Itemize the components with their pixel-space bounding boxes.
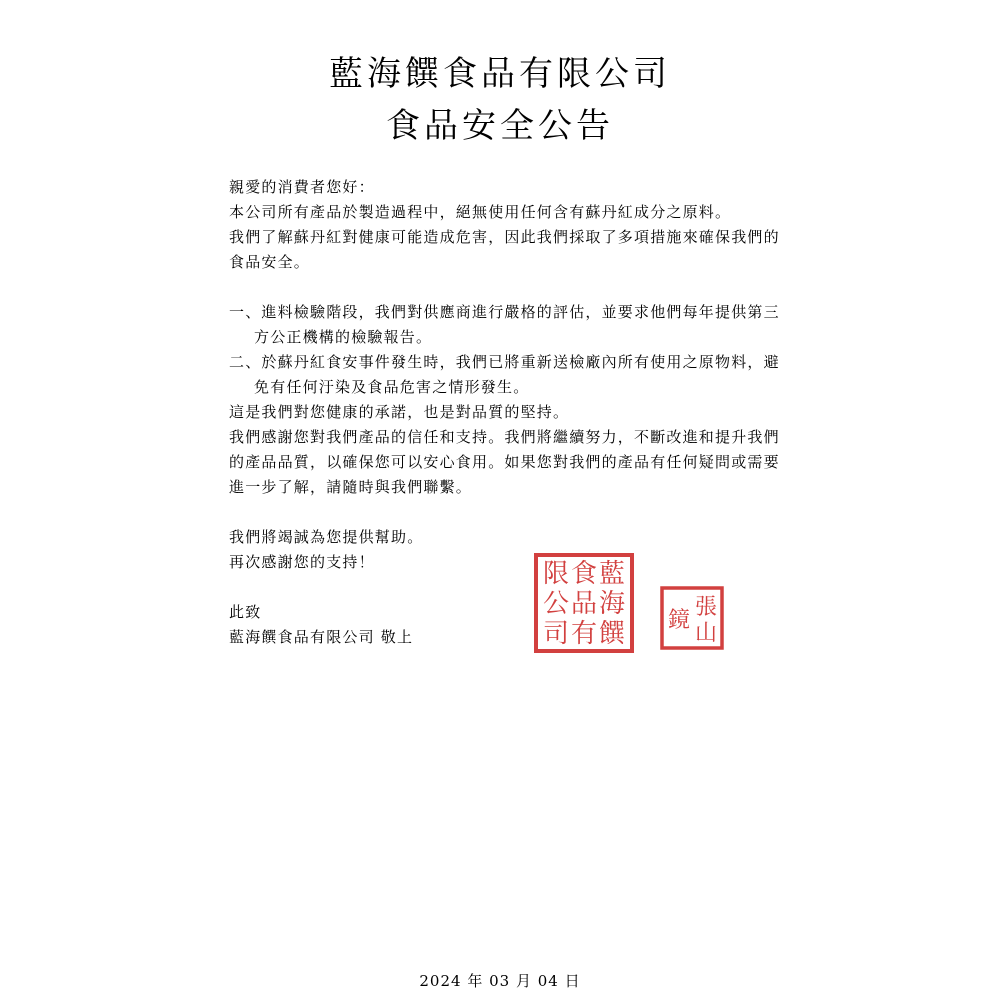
company-seal-char: 司	[542, 619, 570, 649]
paragraph-4-line-2: 的產品品質，以確保您可以安心食用。如果您對我們的產品有任何疑問或需要	[229, 453, 780, 471]
paragraph-1-line-1: 本公司所有產品於製造過程中，絕無使用任何含有蘇丹紅成分之原料。	[229, 203, 732, 221]
company-title: 藍海饌食品有限公司	[329, 54, 671, 94]
company-seal-char: 限	[542, 559, 570, 589]
notice-title: 食品安全公告	[386, 106, 614, 146]
item-2-line-1: 二、於蘇丹紅食安事件發生時，我們已將重新送檢廠內所有使用之原物料，避	[229, 353, 780, 371]
signature: 藍海饌食品有限公司 敬上	[229, 628, 414, 646]
paragraph-4-line-3: 進一步了解，請隨時與我們聯繫。	[229, 478, 473, 496]
item-2-line-2: 免有任何汙染及食品危害之情形發生。	[254, 378, 530, 396]
paragraph-3-line-1: 這是我們對您健康的承諾，也是對品質的堅持。	[229, 403, 570, 421]
company-seal-char: 藍	[598, 559, 626, 589]
blank-line	[229, 275, 809, 300]
company-seal-stamp	[533, 552, 635, 654]
company-seal-char: 品	[570, 589, 598, 619]
personal-seal-stamp	[659, 585, 725, 651]
document-date: 2024 年 03 月 04 日	[419, 972, 581, 990]
item-1-line-1: 一、進料檢驗階段，我們對供應商進行嚴格的評估，並要求他們每年提供第三	[229, 303, 780, 321]
personal-seal-char: 山	[694, 621, 718, 646]
company-seal-char: 有	[570, 619, 598, 649]
greeting: 親愛的消費者您好：	[229, 178, 375, 196]
personal-seal-char: 鏡	[667, 608, 691, 633]
personal-seal-char: 張	[694, 595, 718, 620]
paragraph-2-line-1: 我們了解蘇丹紅對健康可能造成危害，因此我們採取了多項措施來確保我們的	[229, 228, 780, 246]
paragraph-5-line-1: 我們將竭誠為您提供幫助。	[229, 528, 424, 546]
paragraph-5-line-2: 再次感謝您的支持！	[229, 553, 375, 571]
paragraph-2-line-2: 食品安全。	[229, 253, 311, 271]
company-seal-char: 食	[570, 559, 598, 589]
closing: 此致	[229, 603, 262, 621]
blank-line	[229, 500, 809, 525]
paragraph-4-line-1: 我們感謝您對我們產品的信任和支持。我們將繼續努力，不斷改進和提升我們	[229, 428, 780, 446]
company-seal-char: 公	[542, 589, 570, 619]
item-1-line-2: 方公正機構的檢驗報告。	[254, 328, 433, 346]
letter-body	[229, 175, 809, 650]
company-seal-char: 海	[598, 589, 626, 619]
company-seal-char: 饌	[598, 619, 626, 649]
